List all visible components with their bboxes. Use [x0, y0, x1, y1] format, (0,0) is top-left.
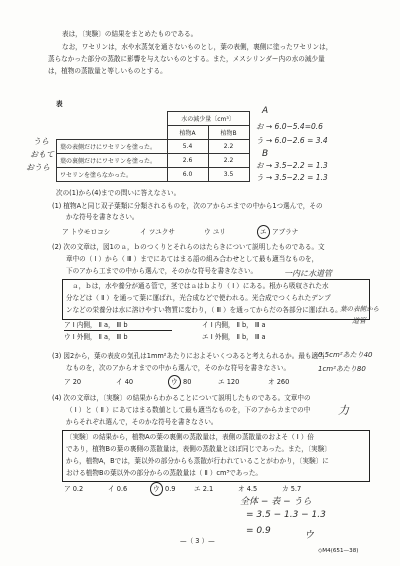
table-row-label: 葉の表側だけにワセリンを塗った。 [57, 140, 168, 154]
intro-line-3: 蒸らなかった部分の蒸散に影響を与えないものとする。また，メスシリンダー内の水の減少量 [48, 55, 325, 63]
q2-line-1: (2) 次の文章は，図1のａ，ｂのつくりとそれらのはたらきについて説明したものである。文 [52, 243, 325, 251]
q2-option-row-1a: ア Ⅰ 内側， Ⅱ a， Ⅲ b [64, 321, 128, 329]
table-cell: 5.4 [167, 140, 208, 154]
table-row-label: ワセリンを塗らなかった。 [57, 168, 168, 182]
q4-line-1: (4) 次の文章は，〔実験〕の結果からわかることについて説明したものである。文章中の [52, 394, 311, 402]
table-cell: 2.2 [208, 140, 249, 154]
q1-option-d: アブラナ [272, 228, 299, 236]
handwritten-calc: お → 6.0−5.4=0.6 [256, 122, 323, 131]
handwritten-note-side: 葉の表側から [340, 305, 379, 313]
q2-option-row-2a: ウ Ⅰ 外側， Ⅱ a， Ⅲ b [64, 333, 128, 341]
handwritten-side-3: おうら [26, 163, 50, 172]
results-table [56, 111, 250, 182]
q3-option-c: 80 [183, 378, 192, 386]
q4-option-f: カ 5.7 [282, 485, 302, 493]
intro-line-1: 表は，〔実験〕の結果をまとめたものである。 [62, 30, 198, 38]
questions-intro: 次の(1)から(4)までの問いに答えなさい。 [56, 189, 181, 197]
table-header-group: 水の減少量〔cm³〕 [167, 112, 249, 126]
q3-option-d: エ 120 [218, 378, 240, 386]
handwritten-calc3: 1cm²あたり80 [318, 365, 366, 373]
q1-option-c: ウ ユリ [204, 228, 226, 236]
handwritten-note-side: 道管 [352, 317, 366, 325]
q2-option-row-1b: イ Ⅰ 内側， Ⅱ b， Ⅲ a [202, 321, 266, 329]
handwritten-calc: う → 3.5−2.2 = 1.3 [256, 173, 328, 182]
table-row [57, 154, 250, 168]
q3-option-c-mark: ウ [171, 378, 178, 386]
handwritten-calc: お → 3.5−2.2 = 1.3 [256, 161, 328, 170]
handwritten-calc-label-a: A [262, 106, 269, 116]
q2-line-2: 章中の（ Ⅰ ）から（ Ⅲ ）までにあてはまる語の組み合わせとして最も適当なものを， [66, 255, 319, 263]
table-row [57, 140, 250, 154]
handwritten-calc4: = 3.5 − 1.3 − 1.3 [246, 510, 326, 520]
q4-option-c-mark: ウ [153, 485, 160, 493]
intro-line-4: は，植物の蒸散量と等しいものとする。 [48, 67, 167, 75]
q3-option-e: オ 260 [268, 378, 290, 386]
q2-underline [64, 330, 172, 331]
handwritten-side-1: うら [33, 137, 49, 146]
q1-option-b: イ ツユクサ [140, 228, 175, 236]
handwritten-calc4: ウ [304, 530, 314, 541]
q4-box-line-3: から，植物A，Bでは，葉以外の部分からも蒸散が行われていることがわかり，〔実験〕に [66, 457, 329, 465]
q2-box-line-2: 分などは（ Ⅱ ）を通って葉に運ばれ，光合成などで使われる。光合成でつくられたデンプ [66, 294, 331, 302]
page-number: —（ 3 ）— [180, 537, 215, 545]
q3-option-b: イ 40 [116, 378, 134, 386]
table-cell: 2.2 [208, 154, 249, 168]
table-col-b: 植物B [208, 126, 249, 140]
handwritten-calc3: 0.5cm²あたり40 [318, 351, 373, 359]
intro-line-2: なお，ワセリンは，水や水蒸気を通さないものとし，葉の表側，裏側に塗ったワセリンは， [62, 43, 333, 51]
q4-line-2: （ Ⅰ ）と（ Ⅱ ）にあてはまる数値として最も適当なものを，下のアからカまでの中 [66, 406, 311, 414]
handwritten-calc4: 全体 − 表 − うら [240, 497, 312, 507]
handwritten-mark-4: 力 [338, 404, 349, 417]
q2-box-line-3: ンなどの栄養分は水に溶けやすい物質に変わり，（ Ⅲ ）を通ってからだの各部分に運ばれる。 [66, 306, 342, 314]
q2-line-3: 下のアから工までの中から選んで，そのかな符号を書きなさい。 [66, 267, 258, 275]
table-col-a: 植物A [167, 126, 208, 140]
q4-option-c: 0.9 [165, 485, 176, 493]
handwritten-calc4: = 0.9 [246, 526, 271, 536]
q1-text: (1) 植物Aと同じ双子葉類に分類されるものを，次のアからエまでの中から1つ選んで，その [52, 202, 323, 210]
q3-line-2: なものを，次のアからオまでの中から選んで，そのかな符号を書きなさい。 [66, 364, 291, 372]
q4-box-line-4: おける植物Bの葉以外の部分からの蒸散量は（ Ⅱ ）cm³であった。 [66, 469, 263, 477]
q4-option-e: オ 4.5 [238, 485, 258, 493]
q2-option-row-2b: エ Ⅰ 外側， Ⅱ b， Ⅲ a [202, 333, 266, 341]
handwritten-note-water: 一内に水道管 [284, 269, 332, 278]
table-cell: 2.6 [167, 154, 208, 168]
q4-option-b: イ 0.6 [108, 485, 128, 493]
table-row-label: 葉の裏側だけにワセリンを塗った。 [57, 154, 168, 168]
q3-line-1: (3) 図2から，葉の表皮の気孔は1mm²あたりにおよそいくつあると考えられるか。最も適当 [52, 352, 325, 360]
q4-option-d: エ 2.1 [194, 485, 214, 493]
q4-box-line-1: 〔実験〕の結果から，植物Aの葉の裏側の蒸散量は，表側の蒸散量のおよそ（ Ⅰ ）倍 [66, 433, 315, 441]
q2-box-line-1: ａ，ｂは，水や養分が通る管で，茎ではａはｂより（ Ⅰ ）にある。根から吸収された水 [72, 282, 329, 290]
table-cell: 6.0 [167, 168, 208, 182]
table-label: 表 [56, 100, 63, 108]
q1-text-2: かな符号を書きなさい。 [66, 213, 139, 221]
q1-option-a: ア トウモロコシ [62, 228, 111, 236]
table-row [57, 168, 250, 182]
q1-option-d-mark: エ [260, 228, 267, 236]
q4-option-a: ア 0.2 [64, 485, 84, 493]
q4-box-line-2: であり，植物Bの葉の裏側の蒸散量は，表側の蒸散量とほぼ同じであった。また，〔実験〕 [66, 445, 331, 453]
handwritten-side-2: おもて [30, 150, 54, 159]
page-code: ◇M4(651—38) [318, 548, 359, 554]
handwritten-calc: う → 6.0−2.6 = 3.4 [256, 136, 328, 145]
q3-option-a: ア 20 [64, 378, 82, 386]
handwritten-calc-label-b: B [262, 149, 269, 159]
q4-line-3: からそれぞれ選んで，そのかな符号を書きなさい。 [66, 418, 218, 426]
table-cell: 3.5 [208, 168, 249, 182]
